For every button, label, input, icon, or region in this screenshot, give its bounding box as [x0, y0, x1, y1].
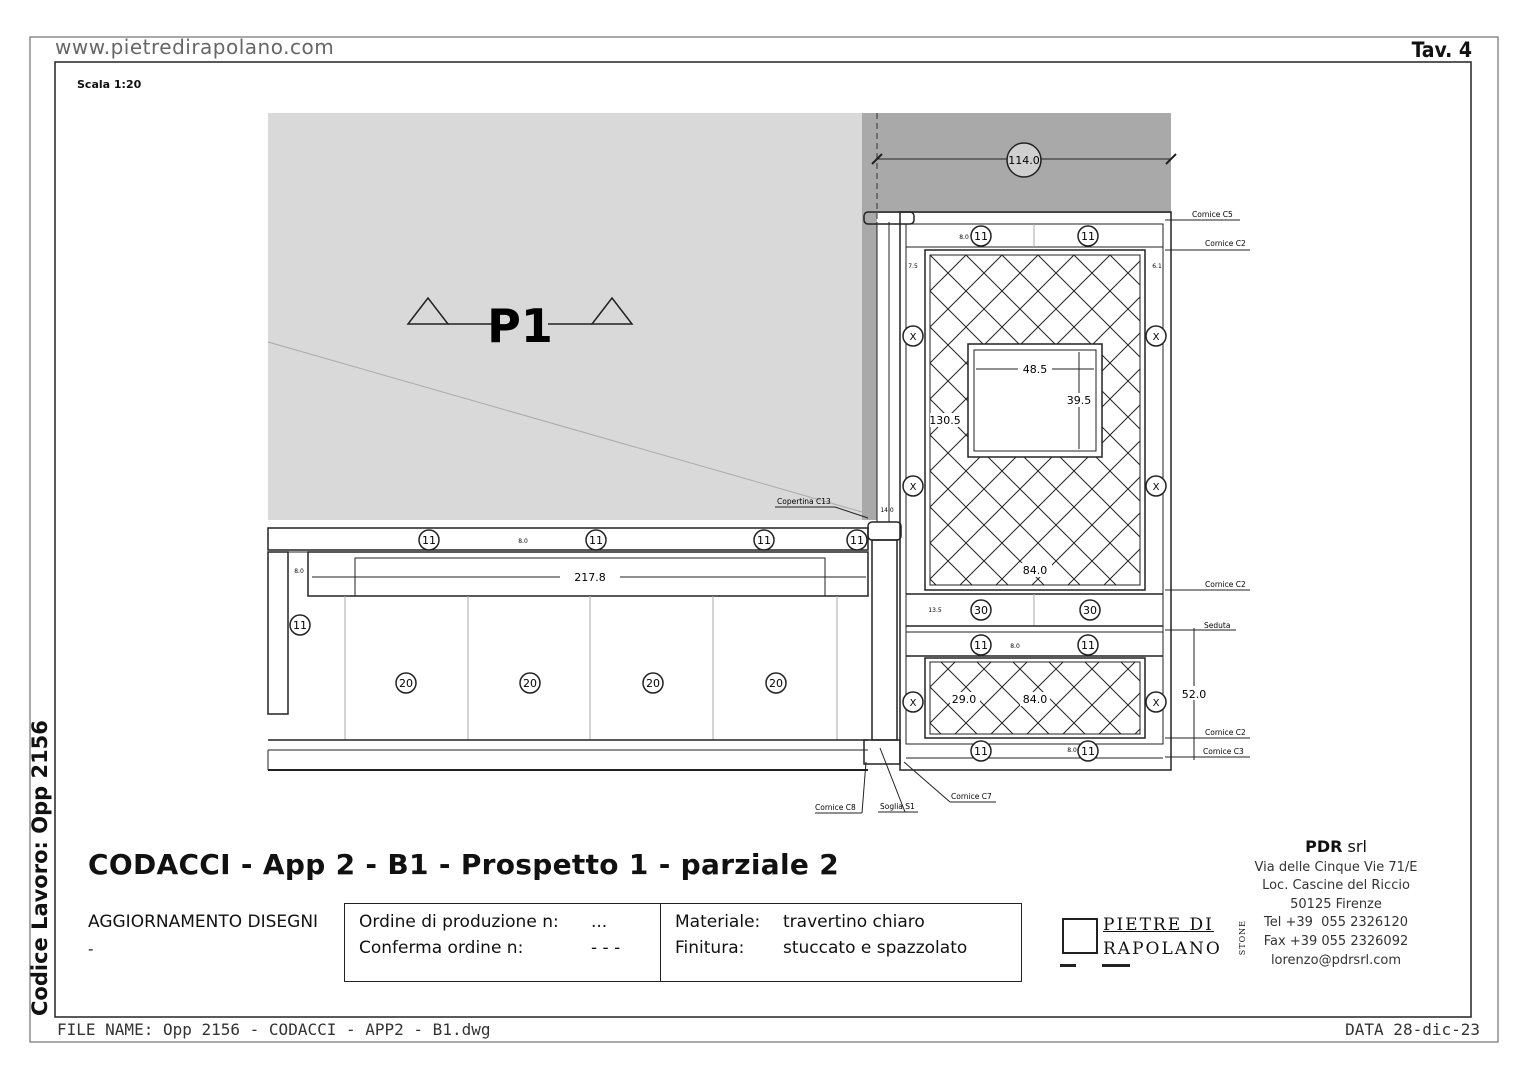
dim-small: 13.5: [928, 607, 942, 614]
logo-stone-text: STONE: [1238, 920, 1247, 956]
file-name: FILE NAME: Opp 2156 - CODACCI - APP2 - B1.dwg: [57, 1020, 491, 1039]
marker-11: 11: [974, 230, 988, 243]
drawing-date: DATA 28-dic-23: [1345, 1020, 1480, 1039]
dim-lower-width: 84.0: [1022, 564, 1048, 577]
website-url: www.pietredirapolano.com: [55, 35, 335, 59]
marker-x: X: [909, 698, 917, 709]
marker-x: X: [1152, 698, 1160, 709]
callout-cornice-c7: Cornice C7: [951, 792, 992, 801]
dim-small: 8.0: [518, 538, 528, 545]
marker-x: X: [1152, 332, 1160, 343]
dim-small: 7.5: [908, 263, 918, 270]
marker-30: 30: [974, 604, 988, 617]
company-address-2: Loc. Cascine del Riccio: [1262, 878, 1410, 894]
dim-small: 14.0: [880, 507, 894, 514]
company-fax: Fax +39 055 2326092: [1263, 933, 1409, 949]
dim-seat-height: 52.0: [1181, 688, 1207, 701]
wall-area: [268, 113, 862, 520]
sheet-number: Tav. 4: [1411, 38, 1472, 62]
callout-cornice-c2: Cornice C2: [1205, 239, 1246, 248]
dim-small: 8.0: [1010, 643, 1020, 650]
callout-cornice-c5: Cornice C5: [1192, 210, 1233, 219]
marker-20: 20: [769, 677, 783, 690]
callout-soglia-s1: Soglia S1: [880, 802, 915, 811]
order-info-box: [344, 903, 1022, 982]
ordine-value: ...: [591, 912, 608, 932]
finitura-label: Finitura:: [675, 938, 745, 958]
marker-11: 11: [974, 639, 988, 652]
company-tel: Tel +39 055 2326120: [1263, 915, 1408, 931]
dim-panel-height: 39.5: [1066, 394, 1092, 407]
marker-x: X: [1152, 482, 1160, 493]
company-address-3: 50125 Firenze: [1290, 896, 1382, 912]
company-info: [1250, 838, 1422, 970]
marker-11: 11: [293, 619, 307, 632]
dim-top-width: 114.0: [1008, 154, 1040, 167]
marker-11: 11: [757, 534, 771, 547]
company-logo-mark: [1062, 918, 1098, 954]
finitura-value: stuccato e spazzolato: [783, 938, 968, 958]
marker-20: 20: [399, 677, 413, 690]
marker-20: 20: [523, 677, 537, 690]
dim-panel-width: 48.5: [1022, 363, 1048, 376]
marker-11: 11: [1081, 639, 1095, 652]
dim-small: 6.1: [1152, 263, 1162, 270]
marker-x: X: [909, 482, 917, 493]
logo-text-line1: PIETRE DI: [1103, 915, 1214, 935]
conferma-value: - - -: [591, 938, 621, 958]
materiale-value: travertino chiaro: [783, 912, 925, 932]
company-email: lorenzo@pdrsrl.com: [1270, 952, 1402, 968]
dim-small: 8.0: [294, 568, 304, 575]
logo-underline: [1060, 962, 1130, 970]
job-code-label: Codice Lavoro: Opp 2156: [28, 720, 52, 1016]
scale-label: Scala 1:20: [77, 78, 142, 91]
conferma-label: Conferma ordine n:: [359, 938, 524, 958]
marker-11: 11: [1081, 745, 1095, 758]
update-label: AGGIORNAMENTO DISEGNI: [88, 912, 319, 932]
marker-11: 11: [589, 534, 603, 547]
marker-30: 30: [1083, 604, 1097, 617]
marker-11: 11: [1081, 230, 1095, 243]
marker-11: 11: [422, 534, 436, 547]
callout-cornice-c2: Cornice C2: [1205, 580, 1246, 589]
company-name-rest: srl: [1342, 837, 1367, 856]
dim-panel-total: 130.5: [929, 414, 961, 427]
update-value: -: [88, 940, 94, 958]
callout-copertina-c13: Copertina C13: [777, 497, 831, 506]
marker-11: 11: [850, 534, 864, 547]
dim-small: 8.0: [1067, 747, 1077, 754]
dim-long-width: 217.8: [574, 571, 606, 584]
callout-cornice-c3: Cornice C3: [1203, 747, 1244, 756]
dim-lower-height: 29.0: [951, 693, 977, 706]
drawing-title: CODACCI - App 2 - B1 - Prospetto 1 - parziale 2: [88, 848, 840, 881]
marker-20: 20: [646, 677, 660, 690]
marker-x: X: [909, 332, 917, 343]
callout-cornice-c8: Cornice C8: [815, 803, 856, 812]
section-mark-p1: P1: [487, 299, 553, 353]
dim-small: 8.0: [959, 234, 969, 241]
marker-11: 11: [974, 745, 988, 758]
dim-lower-width-2: 84.0: [1022, 693, 1048, 706]
ordine-label: Ordine di produzione n:: [359, 912, 559, 932]
company-address-1: Via delle Cinque Vie 71/E: [1254, 859, 1418, 875]
callout-cornice-c2: Cornice C2: [1205, 728, 1246, 737]
company-name-bold: PDR: [1305, 837, 1343, 856]
materiale-label: Materiale:: [675, 912, 761, 932]
callout-seduta: Seduta: [1204, 621, 1231, 630]
logo-text-line2: RAPOLANO: [1103, 939, 1222, 959]
